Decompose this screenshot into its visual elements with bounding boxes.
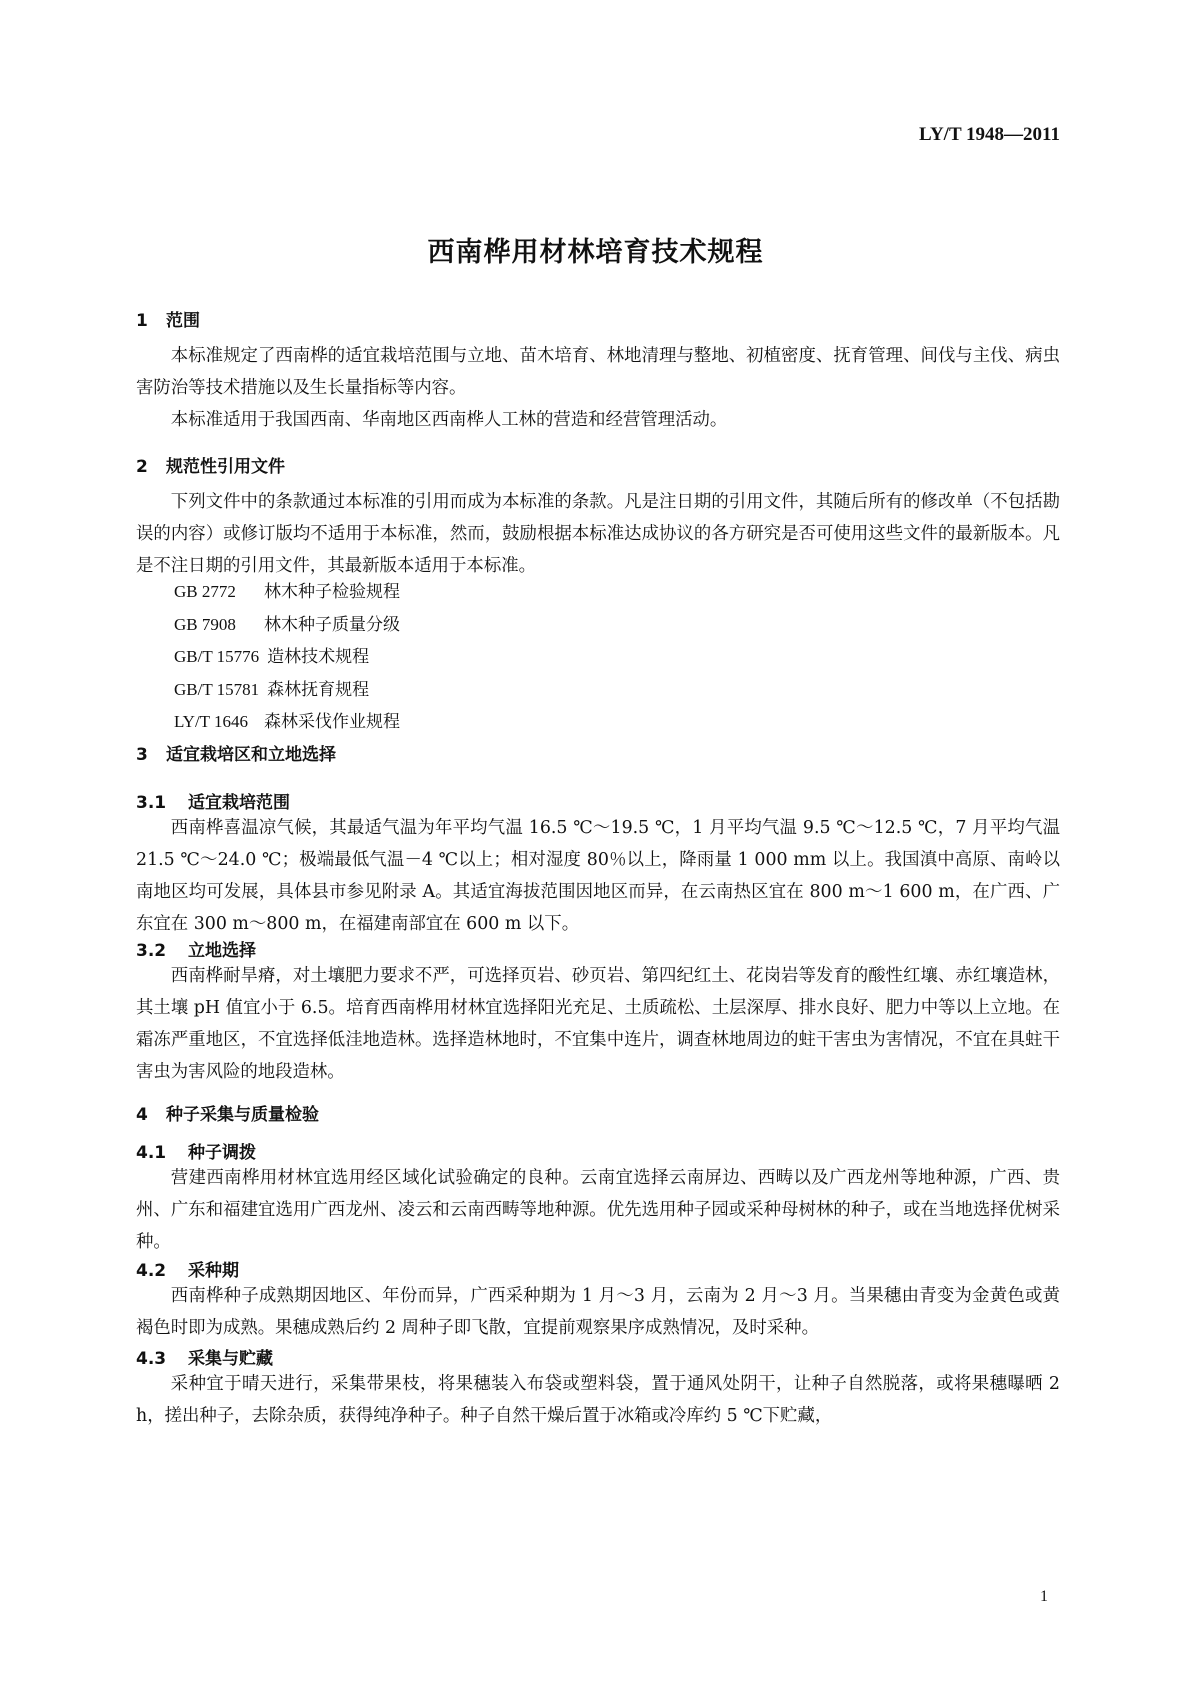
section-number: 3 [136,745,148,765]
reference-item [174,706,400,739]
reference-title: 森林抚育规程 [267,679,370,700]
section-1-heading [136,306,200,331]
reference-item [174,641,400,674]
section-4-3-heading [136,1344,273,1369]
section-4-2-heading [136,1256,239,1281]
section-4-3-paragraph: 采种宜于晴天进行，采集带果枝，将果穗装入布袋或塑料袋，置于通风处阴干，让种子自然脱落，或将果穗曝晒 2 h，搓出种子，去除杂质，获得纯净种子。种子自然干燥后置于冰箱或冷库约 5 ℃下贮藏， [136,1374,1060,1426]
reference-title: 林木种子检验规程 [264,582,400,602]
reference-code: GB/T 15776 [174,647,260,666]
section-2-heading [136,452,285,477]
reference-code: LY/T 1646 [174,712,249,731]
subsection-number: 4.1 [136,1143,167,1163]
section-4-1-paragraph: 营建西南桦用材林宜选用经区域化试验确定的良种。云南宜选择云南屏边、西畴以及广西龙州等地种源，广西、贵州、广东和福建宜选用广西龙州、凌云和云南西畴等地种源。优先选用种子园或采种母树林的种子，或在当地选择优树采种。 [136,1168,1060,1252]
subsection-number: 3.2 [136,941,167,961]
section-title: 适宜栽培区和立地选择 [166,745,336,765]
subsection-title: 采种期 [188,1261,239,1281]
section-number: 1 [136,311,148,331]
section-1-paragraph-2: 本标准适用于我国西南、华南地区西南桦人工林的营造和经营管理活动。 [170,410,728,430]
section-3-2-paragraph: 西南桦耐旱瘠，对土壤肥力要求不严，可选择页岩、砂页岩、第四纪红土、花岗岩等发育的酸性红壤、赤红壤造林，其土壤 pH 值宜小于 6.5。培育西南桦用材林宜选择阳光充足、土质疏松、土层深厚、排水良好、肥力中等以上立地。在霜冻严重地区，不宜选择低洼地造林。选择造林地时，不宜集中连片，调查林地周边的蛀干害虫为害情况，不宜在具蛀干害虫为害风险的地段造林。 [136,966,1060,1082]
section-2-paragraph-1: 下列文件中的条款通过本标准的引用而成为本标准的条款。凡是注日期的引用文件，其随后所有的修改单（不包括勘误的内容）或修订版均不适用于本标准，然而，鼓励根据本标准达成协议的各方研究是否可使用这些文件的最新版本。凡是不注日期的引用文件，其最新版本适用于本标准。 [136,492,1060,576]
section-1-paragraph-1: 本标准规定了西南桦的适宜栽培范围与立地、苗木培育、林地清理与整地、初植密度、抚育管理、间伐与主伐、病虫害防治等技术措施以及生长量指标等内容。 [136,346,1060,398]
section-3-heading [136,740,336,765]
section-4-heading [136,1100,319,1125]
section-4-1-heading [136,1138,256,1163]
reference-title: 造林技术规程 [267,647,370,667]
reference-item [174,609,400,642]
subsection-title: 种子调拨 [188,1143,256,1163]
reference-code: GB/T 15781 [174,679,260,699]
section-title: 范围 [166,311,200,331]
section-title: 种子采集与质量检验 [166,1105,319,1125]
normative-references-list [174,576,400,739]
section-3-1-heading [136,788,290,813]
section-3-2-heading [136,936,256,961]
reference-title: 林木种子质量分级 [264,614,400,635]
reference-title: 森林采伐作业规程 [264,712,400,732]
reference-code: GB 2772 [174,582,236,601]
section-3-1-paragraph: 西南桦喜温凉气候，其最适气温为年平均气温 16.5 ℃～19.5 ℃，1 月平均气温 9.5 ℃～12.5 ℃，7 月平均气温 21.5 ℃～24.0 ℃；极端最低气温－4 ℃以上；相对湿度 80％以上，降雨量 1 000 mm 以上。我国滇中高原、南岭以南地区均可发展，具体县市参见附录 A。其适宜海拔范围因地区而异，在云南热区宜在 800 m～1 600 m，在广西、广东宜在 300 m～800 m，在福建南部宜在 600 m 以下。 [136,818,1060,934]
section-4-2-paragraph: 西南桦种子成熟期因地区、年份而异，广西采种期为 1 月～3 月，云南为 2 月～3 月。当果穗由青变为金黄色或黄褐色时即为成熟。果穗成熟后约 2 周种子即飞散，宜提前观察果序成熟情况，及时采种。 [136,1286,1060,1338]
subsection-number: 4.3 [136,1349,167,1369]
reference-item [174,674,400,707]
reference-item [174,576,400,609]
subsection-title: 采集与贮藏 [188,1349,273,1369]
section-title: 规范性引用文件 [166,457,285,477]
reference-code: GB 7908 [174,614,236,634]
subsection-title: 适宜栽培范围 [188,793,290,813]
section-number: 4 [136,1105,148,1125]
subsection-number: 4.2 [136,1261,167,1281]
section-number: 2 [136,457,148,477]
standard-code: LY/T 1948—2011 [919,124,1060,145]
subsection-number: 3.1 [136,793,167,813]
subsection-title: 立地选择 [188,941,256,961]
document-title: 西南桦用材林培育技术规程 [427,237,764,268]
page-number: 1 [1040,1588,1048,1605]
